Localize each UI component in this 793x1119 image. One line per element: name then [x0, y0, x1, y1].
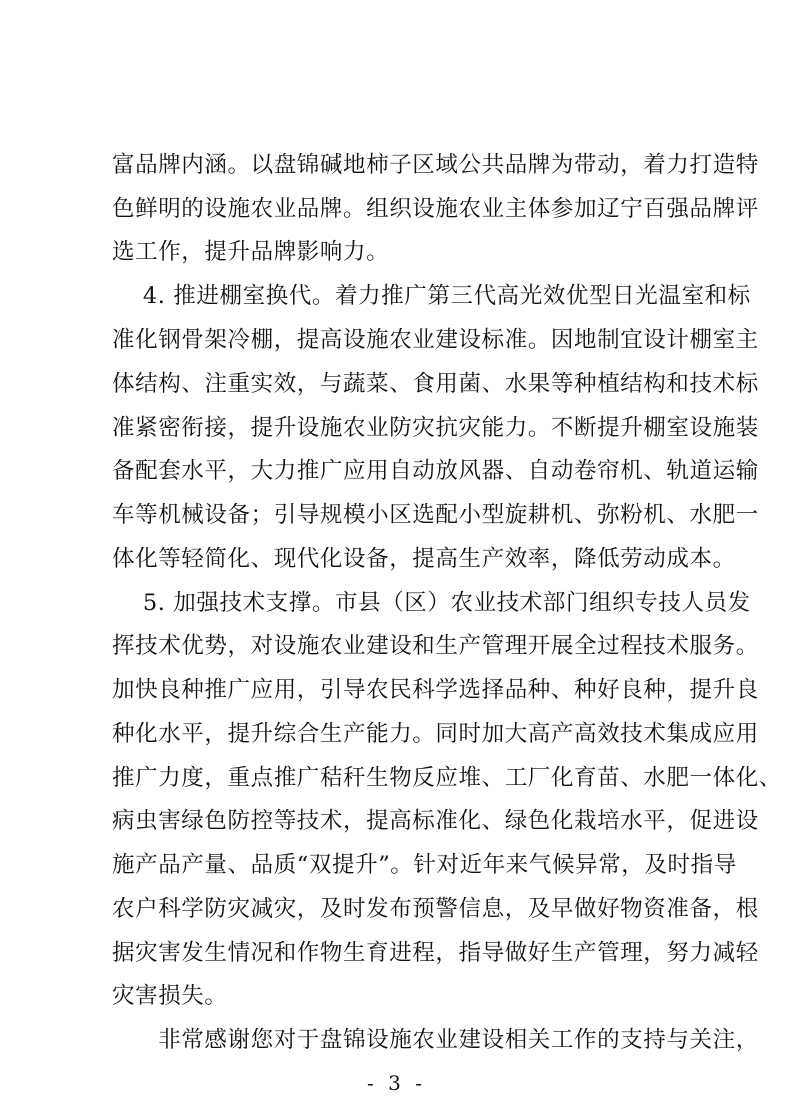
text-line: 据灾害发生情况和作物生育进程，指导做好生产管理，努力减轻 — [112, 940, 759, 966]
paragraph-5-heading-line: 5. 加强技术支撑。市县（区）农业技术部门组织专技人员发 — [112, 590, 751, 616]
text-line: 车等机械设备；引导规模小区选配小型旋耕机、弥粉机、水肥一 — [112, 502, 759, 528]
text-line: 病虫害绿色防控等技术，提高标准化、绿色化栽培水平，促进设 — [112, 808, 759, 834]
closing-line: 非常感谢您对于盘锦设施农业建设相关工作的支持与关注， — [112, 1027, 759, 1053]
text-line: 挥技术优势，对设施农业建设和生产管理开展全过程技术服务。 — [112, 633, 759, 659]
page-number: - 3 - — [367, 1071, 426, 1095]
text-line: 准紧密衔接，提升设施农业防灾抗灾能力。不断提升棚室设施装 — [112, 415, 759, 441]
text-line: 备配套水平，大力推广应用自动放风器、自动卷帘机、轨道运输 — [112, 458, 759, 484]
text-line: 农户科学防灾减灾，及时发布预警信息，及早做好物资准备，根 — [112, 896, 759, 922]
text-line: 施产品产量、品质“双提升”。针对近年来气候异常，及时指导 — [112, 852, 737, 878]
text-line: 推广力度，重点推广秸秆生物反应堆、工厂化育苗、水肥一体化、 — [112, 765, 782, 791]
text-line: 选工作，提升品牌影响力。 — [112, 239, 390, 265]
text-line: 种化水平，提升综合生产能力。同时加大高产高效技术集成应用 — [112, 721, 759, 747]
paragraph-4-heading-line: 4. 推进棚室换代。着力推广第三代高光效优型日光温室和标 — [112, 283, 751, 309]
text-line: 准化钢骨架冷棚，提高设施农业建设标准。因地制宜设计棚室主 — [112, 327, 759, 353]
text-line: 色鲜明的设施农业品牌。组织设施农业主体参加辽宁百强品牌评 — [112, 196, 759, 222]
text-line: 灾害损失。 — [112, 983, 228, 1009]
text-line: 体化等轻简化、现代化设备，提高生产效率，降低劳动成本。 — [112, 546, 736, 572]
text-line: 加快良种推广应用，引导农民科学选择品种、种好良种，提升良 — [112, 677, 759, 703]
text-line: 体结构、注重实效，与蔬菜、食用菌、水果等种植结构和技术标 — [112, 371, 759, 397]
text-line: 富品牌内涵。以盘锦碱地柿子区域公共品牌为带动，着力打造特 — [112, 152, 759, 178]
